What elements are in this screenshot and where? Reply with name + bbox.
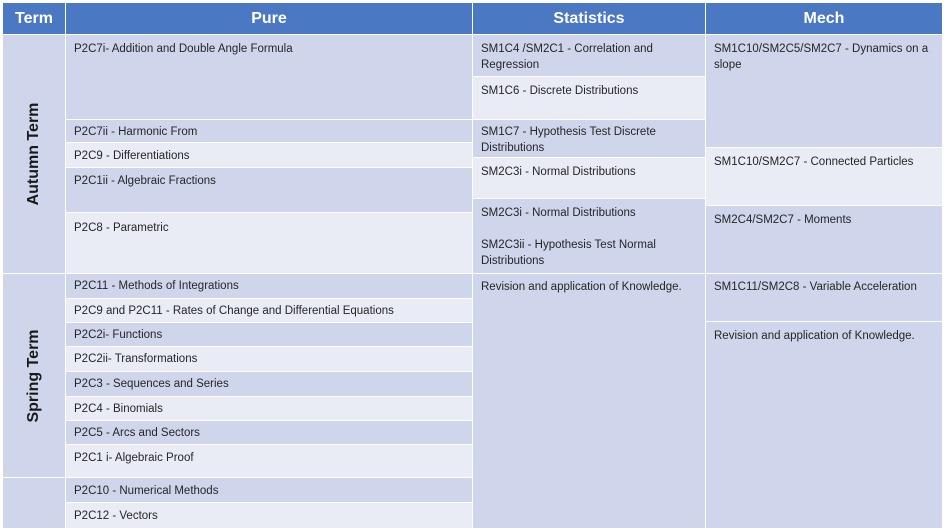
term-empty <box>3 478 65 528</box>
statistics-row: SM1C6 - Discrete Distributions <box>473 77 705 119</box>
term-spring <box>3 274 65 477</box>
pure-row: P2C12 - Vectors <box>66 503 472 528</box>
mech-row: SM1C10/SM2C5/SM2C7 - Dynamics on a slope <box>706 35 942 147</box>
statistics-row-text: SM2C3i - Normal Distributions <box>481 207 636 219</box>
pure-row: P2C2ii- Transformations <box>66 347 472 371</box>
statistics-row: Revision and application of Knowledge. <box>473 274 705 528</box>
pure-row: P2C9 and P2C11 - Rates of Change and Differential Equations <box>66 299 472 322</box>
header-statistics: Statistics <box>473 3 705 34</box>
pure-row: P2C1 i- Algebraic Proof <box>66 445 472 477</box>
mech-row: SM1C10/SM2C7 - Connected Particles <box>706 148 942 205</box>
term-autumn-label: Autumn Term <box>25 102 42 206</box>
pure-row: P2C8 - Parametric <box>66 213 472 273</box>
pure-row: P2C9 - Differentiations <box>66 143 472 167</box>
statistics-row-text: SM2C3ii - Hypothesis Test Normal Distributions <box>481 239 656 267</box>
pure-row: P2C5 - Arcs and Sectors <box>66 421 472 444</box>
pure-row: P2C1ii - Algebraic Fractions <box>66 168 472 212</box>
statistics-row: SM1C4 /SM2C1 - Correlation and Regression <box>473 35 705 76</box>
pure-row: P2C2i- Functions <box>66 323 472 346</box>
mech-row: Revision and application of Knowledge. <box>706 322 942 528</box>
statistics-row: SM1C7 - Hypothesis Test Discrete Distributions <box>473 120 705 157</box>
mech-row: SM2C4/SM2C7 - Moments <box>706 206 942 273</box>
term-spring-label: Spring Term <box>25 328 42 423</box>
pure-row: P2C11 - Methods of Integrations <box>66 274 472 298</box>
pure-row: P2C7ii - Harmonic From <box>66 120 472 142</box>
pure-row: P2C3 - Sequences and Series <box>66 372 472 396</box>
term-autumn <box>3 35 65 273</box>
statistics-row: SM2C3i - Normal Distributions <box>473 158 705 198</box>
pure-row: P2C10 - Numerical Methods <box>66 478 472 502</box>
pure-row: P2C4 - Binomials <box>66 397 472 420</box>
mech-row: SM1C11/SM2C8 - Variable Acceleration <box>706 274 942 321</box>
header-term: Term <box>3 3 65 34</box>
statistics-row <box>473 199 705 273</box>
header-mech: Mech <box>706 3 942 34</box>
pure-row: P2C7i- Addition and Double Angle Formula <box>66 35 472 119</box>
header-pure: Pure <box>66 3 472 34</box>
